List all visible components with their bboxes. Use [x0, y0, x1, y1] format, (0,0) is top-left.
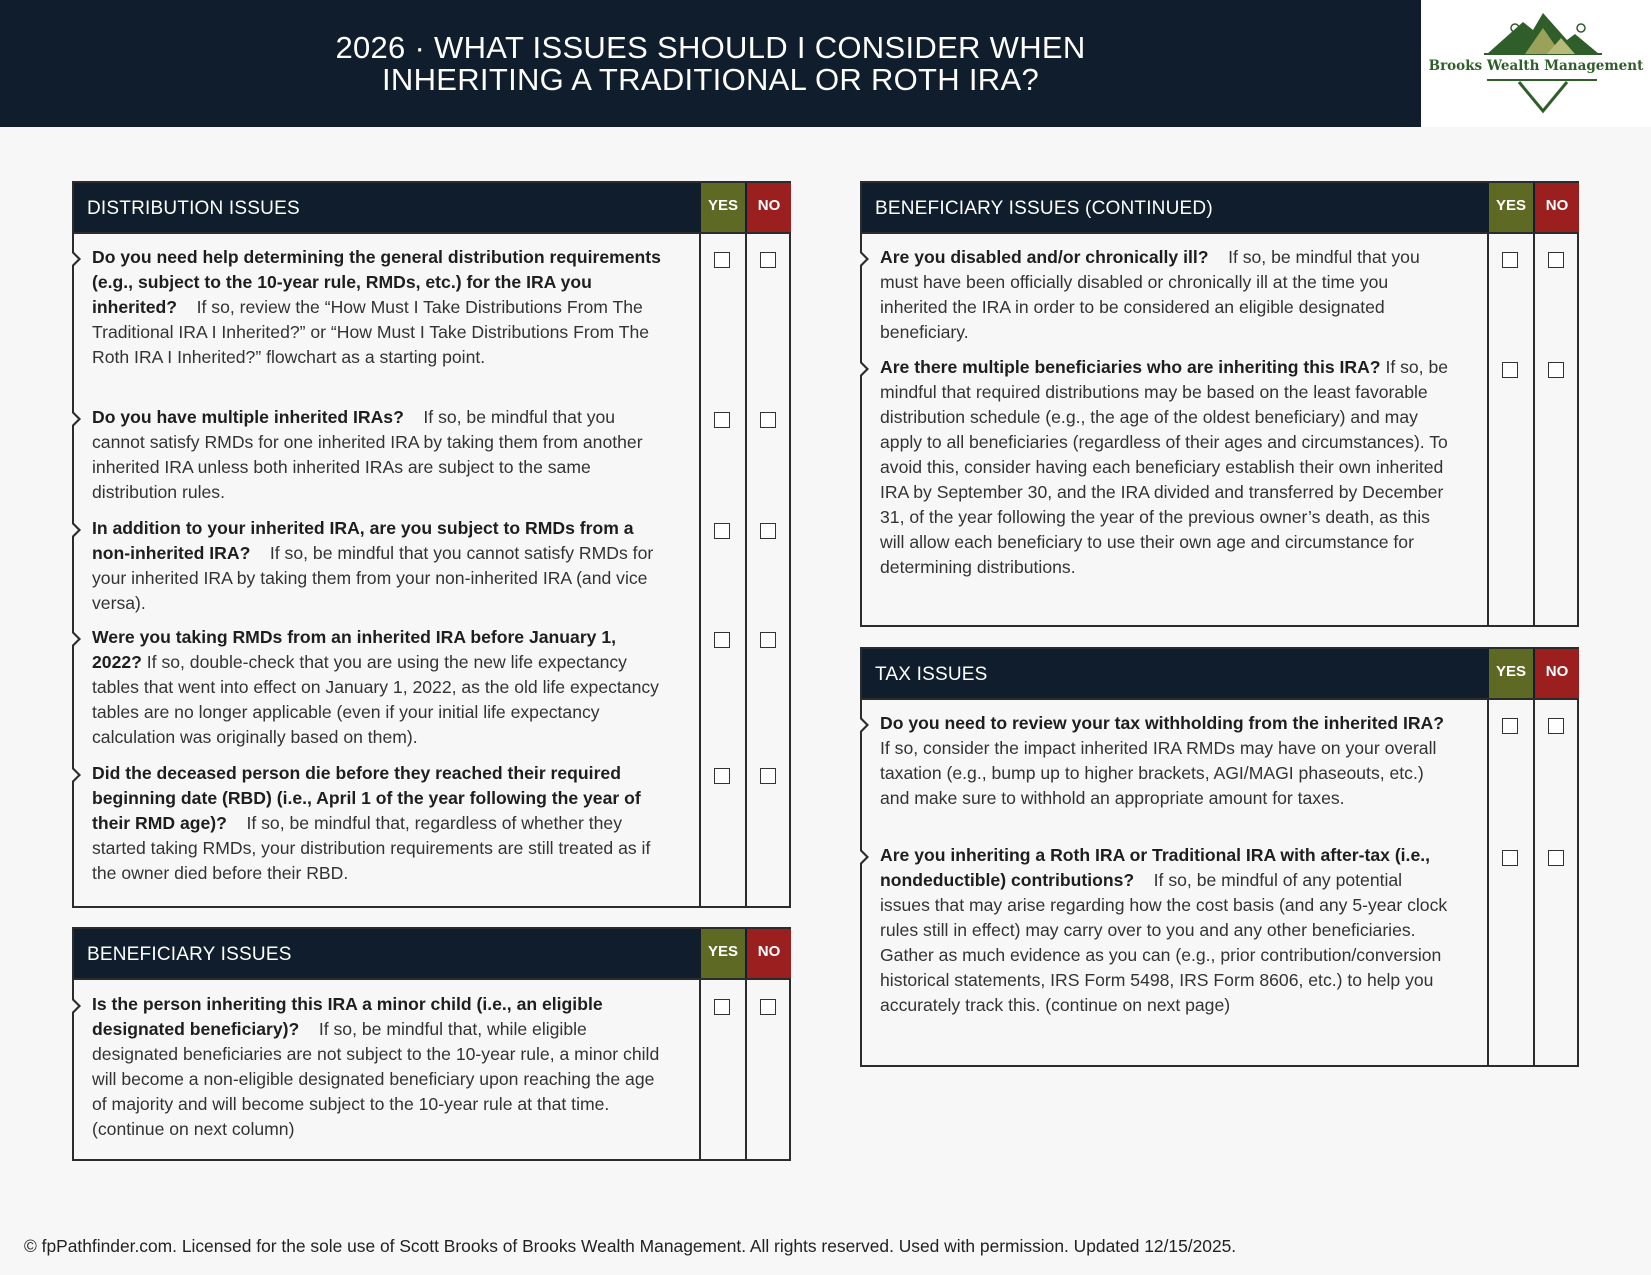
- question-guidance: If so, be mindful that you cannot satisfy RMDs for your inherited IRA by taking them from your non-inherited IRA (and vice versa).: [92, 543, 654, 613]
- yes-checkbox[interactable]: [714, 632, 730, 648]
- question-guidance: If so, double-check that you are using the new life expectancy tables that went into effect on January 1, 2022, as the old life expectancy tables are no longer applicable (even if your initial life expectancy calculation was originally based on them).: [92, 652, 659, 747]
- row-arrow-icon: [861, 361, 869, 377]
- no-checkbox[interactable]: [760, 252, 776, 268]
- page-header: [0, 0, 1421, 127]
- no-column-header: NO: [747, 929, 791, 978]
- question-text: [92, 992, 667, 1142]
- question-guidance: If so, be mindful that you must have been officially disabled or chronically ill at the time you inherited the IRA in order to be considered an eligible designated beneficiary.: [880, 247, 1420, 342]
- yes-column-header: YES: [1489, 183, 1533, 232]
- question-label: Are you disabled and/or chronically ill?: [880, 247, 1209, 267]
- no-column-header: NO: [1535, 649, 1579, 698]
- no-checkbox[interactable]: [760, 632, 776, 648]
- row-arrow-icon: [73, 251, 81, 267]
- yes-checkbox[interactable]: [1502, 850, 1518, 866]
- column-divider: [745, 980, 747, 1159]
- question-label: Is the person inheriting this IRA a minor child (i.e., an eligible designated beneficiary)?: [92, 994, 603, 1039]
- section-title: BENEFICIARY ISSUES (CONTINUED): [875, 198, 1213, 219]
- question-guidance: If so, be mindful that, while eligible designated beneficiaries are not subject to the 10-year rule, a minor child will become a non-eligible designated beneficiary upon reaching the age of majority and will become subject to the 10-year rule at that time. (continue on next column): [92, 1019, 660, 1139]
- yes-checkbox[interactable]: [714, 999, 730, 1015]
- page-title-line-2: INHERITING A TRADITIONAL OR ROTH IRA?: [381, 61, 1040, 97]
- question-label: Did the deceased person die before they reached their required beginning date (RBD) (i.e., April 1 of the year following the year of their RMD age)?: [92, 763, 641, 833]
- question-label: In addition to your inherited IRA, are you subject to RMDs from a non-inherited IRA?: [92, 518, 634, 563]
- no-checkbox[interactable]: [760, 523, 776, 539]
- beneficiary-issues-continued-panel: [860, 181, 1579, 627]
- question-guidance: If so, be mindful that required distributions may be based on the least favorable distribution schedule (e.g., the age of the oldest beneficiary) and may apply to all beneficiaries (regardless of their ages and circumstances). To avoid this, consider having each beneficiary establish their own inherited IRA by September 30, and the IRA divided and transferred by December 31, of the year following the year of the previous owner’s death, as this will allow each beneficiary to use their own age and circumstance for determining distributions.: [880, 357, 1449, 577]
- panel-header: [74, 929, 789, 980]
- yes-checkbox[interactable]: [714, 412, 730, 428]
- no-checkbox[interactable]: [1548, 252, 1564, 268]
- column-divider: [699, 980, 701, 1159]
- row-arrow-icon: [73, 767, 81, 783]
- yes-checkbox[interactable]: [1502, 252, 1518, 268]
- logo-text: Brooks Wealth Management: [1428, 58, 1644, 74]
- row-arrow-icon: [73, 998, 81, 1014]
- distribution-issues-panel: [72, 181, 791, 908]
- column-divider: [1487, 234, 1489, 625]
- tax-issues-panel: [860, 647, 1579, 1067]
- question-text: [92, 405, 667, 505]
- column-divider: [745, 234, 747, 906]
- question-guidance: If so, be mindful of any potential issues that may arise regarding how the cost basis (and any 5-year clock rules still in effect) may carry over to you and any other beneficiaries. Gather as much evidence as you can (e.g., prior contribution/conversion historical statements, IRS Form 5498, IRS Form 8606, etc.) to help you accurately track this. (continue on next page): [880, 870, 1448, 1015]
- no-checkbox[interactable]: [1548, 850, 1564, 866]
- yes-checkbox[interactable]: [714, 252, 730, 268]
- question-guidance: If so, review the “How Must I Take Distributions From The Traditional IRA I Inherited?” or “How Must I Take Distributions From The Roth IRA I Inherited?” flowchart as a starting point.: [92, 297, 650, 367]
- page-title-line-1: 2026 · WHAT ISSUES SHOULD I CONSIDER WHEN: [335, 29, 1086, 65]
- question-text: [92, 761, 667, 886]
- question-label: Do you need to review your tax withholding from the inherited IRA?: [880, 713, 1445, 733]
- row-arrow-icon: [73, 631, 81, 647]
- question-text: [92, 516, 667, 616]
- question-text: [880, 245, 1455, 345]
- column-divider: [1533, 700, 1535, 1065]
- panel-header: [862, 649, 1577, 700]
- row-arrow-icon: [73, 522, 81, 538]
- yes-checkbox[interactable]: [1502, 362, 1518, 378]
- question-text: [880, 711, 1455, 811]
- column-divider: [1487, 700, 1489, 1065]
- no-checkbox[interactable]: [760, 768, 776, 784]
- question-text: [92, 245, 667, 370]
- yes-column-header: YES: [701, 183, 745, 232]
- question-label: Are there multiple beneficiaries who are inheriting this IRA?: [880, 357, 1381, 377]
- question-label: Are you inheriting a Roth IRA or Traditional IRA with after-tax (i.e., nondeductible) contributions?: [880, 845, 1431, 890]
- no-checkbox[interactable]: [1548, 362, 1564, 378]
- question-text: [880, 843, 1455, 1018]
- row-arrow-icon: [73, 411, 81, 427]
- question-label: Do you have multiple inherited IRAs?: [92, 407, 404, 427]
- section-title: TAX ISSUES: [875, 664, 988, 685]
- no-checkbox[interactable]: [1548, 718, 1564, 734]
- no-column-header: NO: [747, 183, 791, 232]
- question-text: [92, 625, 667, 750]
- panel-header: [862, 183, 1577, 234]
- yes-checkbox[interactable]: [714, 523, 730, 539]
- column-divider: [699, 234, 701, 906]
- no-column-header: NO: [1535, 183, 1579, 232]
- question-guidance: If so, be mindful that, regardless of whether they started taking RMDs, your distribution requirements are still treated as if the owner died before their RBD.: [92, 813, 651, 883]
- column-divider: [1533, 234, 1535, 625]
- yes-column-header: YES: [1489, 649, 1533, 698]
- panel-header: [74, 183, 789, 234]
- section-title: BENEFICIARY ISSUES: [87, 944, 292, 965]
- row-arrow-icon: [861, 251, 869, 267]
- question-guidance: If so, consider the impact inherited IRA RMDs may have on your overall taxation (e.g., bump up to higher brackets, AGI/MAGI phaseouts, etc.) and make sure to withhold an appropriate amount for taxes.: [880, 738, 1437, 808]
- question-guidance: If so, be mindful that you cannot satisfy RMDs for one inherited IRA by taking them from another inherited IRA unless both inherited IRAs are subject to the same distribution rules.: [92, 407, 643, 502]
- logo: [1421, 0, 1651, 127]
- no-checkbox[interactable]: [760, 999, 776, 1015]
- yes-checkbox[interactable]: [1502, 718, 1518, 734]
- beneficiary-issues-panel: [72, 927, 791, 1161]
- question-label: Were you taking RMDs from an inherited IRA before January 1, 2022?: [92, 627, 617, 672]
- footer-copyright: © fpPathfinder.com. Licensed for the sole use of Scott Brooks of Brooks Wealth Management. All rights reserved. Used with permission. Updated 12/15/2025.: [24, 1236, 1237, 1256]
- yes-checkbox[interactable]: [714, 768, 730, 784]
- row-arrow-icon: [861, 717, 869, 733]
- row-arrow-icon: [861, 849, 869, 865]
- no-checkbox[interactable]: [760, 412, 776, 428]
- question-label: Do you need help determining the general distribution requirements (e.g., subject to the 10-year rule, RMDs, etc.) for the IRA you inherited?: [92, 247, 661, 317]
- section-title: DISTRIBUTION ISSUES: [87, 198, 300, 219]
- question-text: [880, 355, 1455, 580]
- yes-column-header: YES: [701, 929, 745, 978]
